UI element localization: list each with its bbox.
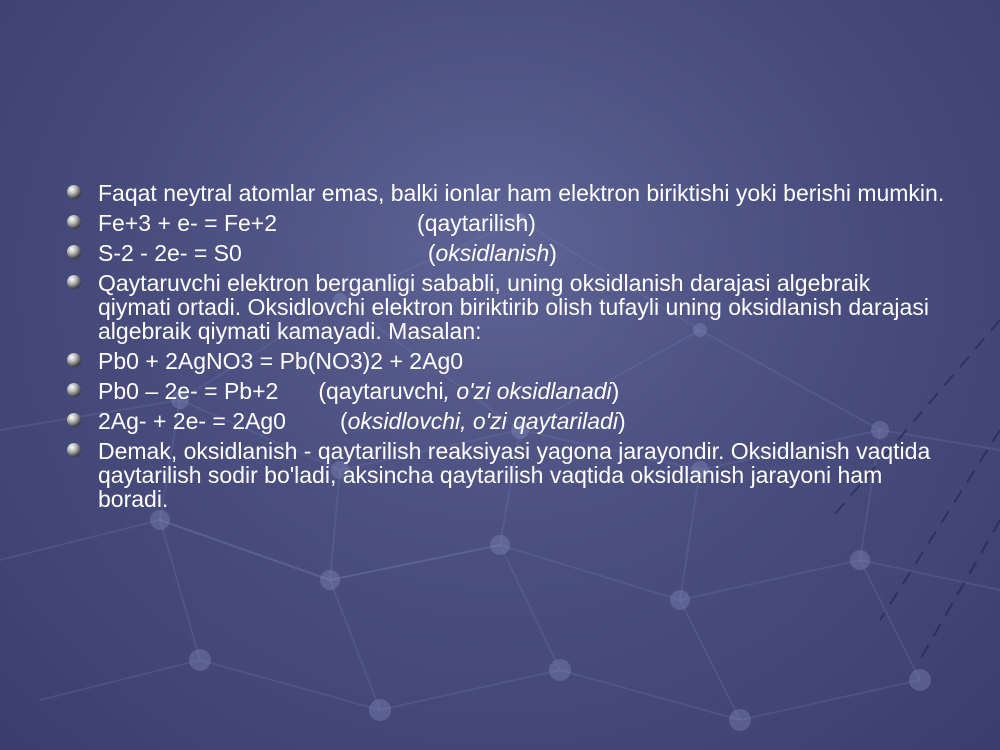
equation-text: Fe+3 + e- = Fe+2 xyxy=(98,210,278,236)
note-italic: oksidlovchi, o'zi qaytariladi xyxy=(347,408,618,434)
bullet-item-pb-reaction xyxy=(66,349,946,373)
bullet-text: Demak, oksidlanish - qaytarilish reaksiyasi yagona jarayondir. Oksidlanish vaqtida qaytarilish sodir bo'ladi, aksincha qaytarilish vaqtida oksidlanish jarayoni ham boradi. xyxy=(98,438,931,512)
equation-text: S-2 - 2e- = S0 xyxy=(98,240,242,266)
bullet-item-intro xyxy=(66,181,946,205)
bullet-item-ag-half xyxy=(66,409,946,433)
bullet-item-s-equation xyxy=(66,241,946,265)
bullet-item-fe-equation xyxy=(66,211,946,235)
sphere-bullet-icon xyxy=(66,382,82,398)
sphere-bullet-icon xyxy=(66,412,82,428)
bullet-text: Faqat neytral atomlar emas, balki ionlar ham elektron biriktishi yoki berishi mumkin. xyxy=(98,180,945,206)
note-plain: qaytaruvchi xyxy=(325,378,444,404)
sphere-bullet-icon xyxy=(66,244,82,260)
bullet-list xyxy=(66,181,946,511)
sphere-bullet-icon xyxy=(66,184,82,200)
note-plain: qaytarilish xyxy=(424,210,529,236)
note-close: ) xyxy=(617,408,626,434)
equation-text: Pb0 – 2e- = Pb+2 xyxy=(98,378,279,404)
equation-text: 2Ag- + 2e- = 2Ag0 xyxy=(98,408,286,434)
bullet-item-explanation xyxy=(66,271,946,343)
note-close: ) xyxy=(528,210,536,236)
note-open: ( xyxy=(417,210,425,236)
bullet-text: Qaytaruvchi elektron berganligi sababli, uning oksidlanish darajasi algebraik qiymati ortadi. Oksidlovchi elektron biriktirib olish tufayli uning oksidlanish darajasi algebraik qiymati kamayadi. Masalan: xyxy=(98,270,929,344)
note-italic: oksidlanish xyxy=(435,240,550,266)
bullet-item-conclusion xyxy=(66,439,946,511)
slide-content xyxy=(66,181,946,517)
note-open: ( xyxy=(339,408,348,434)
bullet-item-pb-half xyxy=(66,379,946,403)
sphere-bullet-icon xyxy=(66,274,82,290)
note-close: ) xyxy=(611,378,620,404)
sphere-bullet-icon xyxy=(66,352,82,368)
note-open: ( xyxy=(427,240,436,266)
sphere-bullet-icon xyxy=(66,442,82,458)
bullet-text: Pb0 + 2AgNO3 = Pb(NO3)2 + 2Ag0 xyxy=(98,348,464,374)
note-italic: , o'zi oksidlanadi xyxy=(443,378,612,404)
note-close: ) xyxy=(549,240,557,266)
note-open: ( xyxy=(318,378,326,404)
sphere-bullet-icon xyxy=(66,214,82,230)
